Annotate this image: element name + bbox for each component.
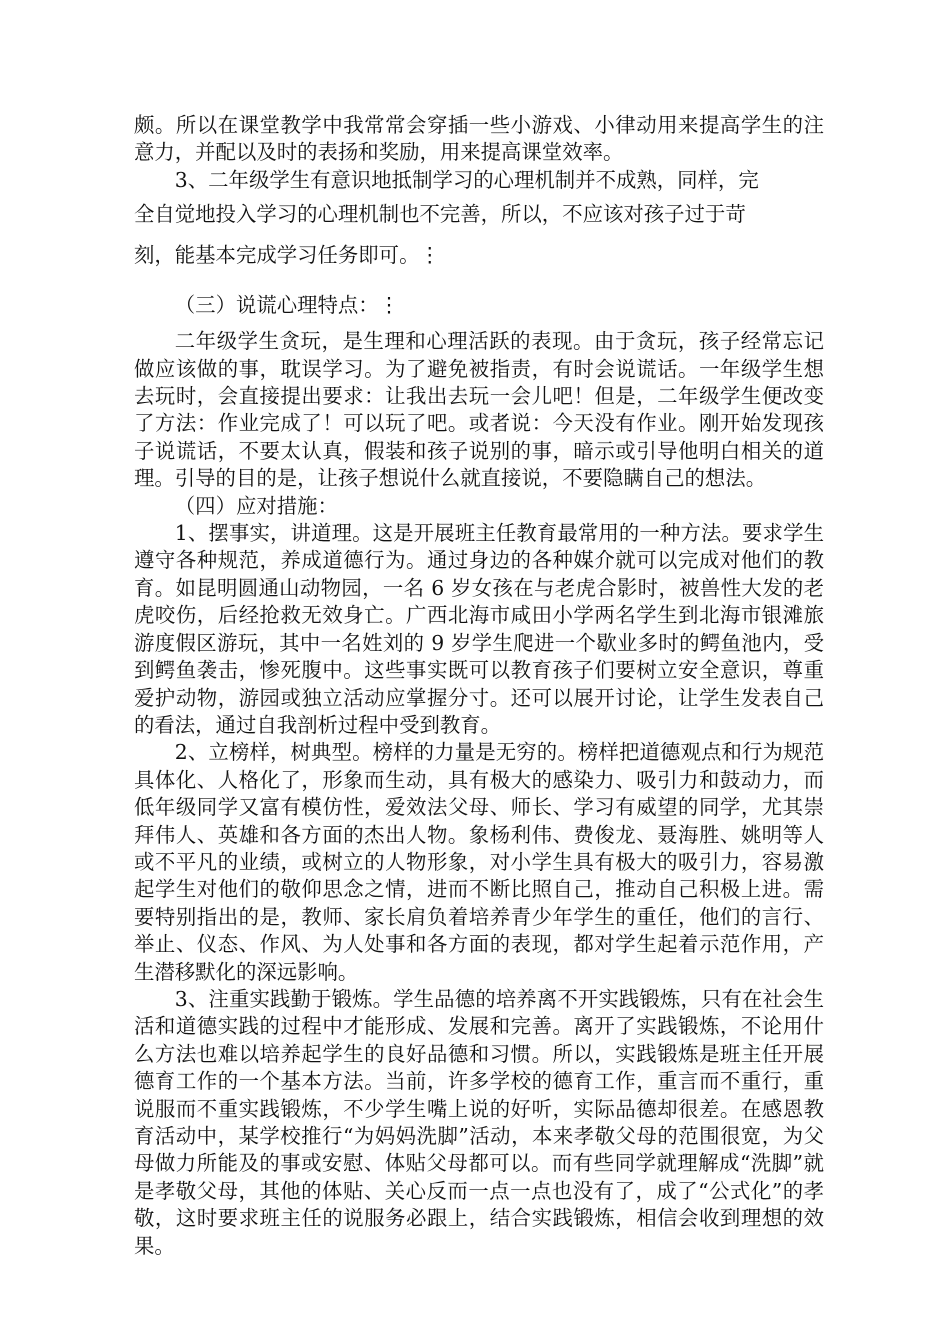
paragraph-measure-1: 1、摆事实，讲道理。这是开展班主任教育最常用的一种方法。要求学生遵守各种规范，养成道德行为。通过身边的各种媒介就可以完成对他们的教育。如昆明圆通山动物园，一名 6 岁女孩在与老虎合影时，被兽性大发的老虎咬伤，后经抢救无效身亡。广西北海市咸田小学两名学生到北海市银滩旅游度假区游玩，其中一名姓刘的 9 岁学生爬进一个歇业多时的鳄鱼池内，受到鳄鱼袭击，惨死腹中。这些事实既可以教育孩子们要树立安全意识，尊重爱护动物，游园或独立活动应掌握分寸。还可以展开讨论，让学生发表自己的看法，通过自我剖析过程中受到教育。 [134,521,824,737]
paragraph-item-3-line-3: 刻，能基本完成学习任务即可。⋮ [134,243,440,268]
paragraph-item-3-line-1: 3、二年级学生有意识地抵制学习的心理机制并不成熟，同样，完 [174,167,759,192]
paragraph-lying-psychology: 二年级学生贪玩，是生理和心理活跃的表现。由于贪玩，孩子经常忘记做应该做的事，耽误学习。为了避免被指责，有时会说谎话。一年级学生想去玩时，会直接提出要求：让我出去玩一会儿吧！但是，二年级学生便改变了方法：作业完成了！可以玩了吧。或者说：今天没有作业。刚开始发现孩子说谎话，不要太认真，假装和孩子说别的事，暗示或引导他明白相关的道理。引导的目的是，让孩子想说什么就直接说，不要隐瞒自己的想法。 [134,329,824,491]
section-heading-4: （四）应对措施： [174,493,338,518]
paragraph-item-3-line-2: 全自觉地投入学习的心理机制也不完善，所以，不应该对孩子过于苛 [134,202,746,227]
paragraph-measure-2: 2、立榜样，树典型。榜样的力量是无穷的。榜样把道德观点和行为规范具体化、人格化了，形象而生动，具有极大的感染力、吸引力和鼓动力，而低年级同学又富有模仿性，爱效法父母、师长、学习有威望的同学，尤其崇拜伟人、英雄和各方面的杰出人物。象杨利伟、费俊龙、聂海胜、姚明等人或不平凡的业绩，或树立的人物形象，对小学生具有极大的吸引力，容易激起学生对他们的敬仰思念之情，进而不断比照自己，推动自己积极上进。需要特别指出的是，教师、家长肩负着培养青少年学生的重任，他们的言行、举止、仪态、作风、为人处事和各方面的表现，都对学生起着示范作用，产生潜移默化的深远影响。 [134,740,824,984]
document-page [134,112,824,1260]
section-heading-3: （三）说谎心理特点：⋮ [174,293,400,318]
paragraph-measure-3: 3、注重实践勤于锻炼。学生品德的培养离不开实践锻炼，只有在社会生活和道德实践的过程中才能形成、发展和完善。离开了实践锻炼，不论用什么方法也难以培养起学生的良好品德和习惯。所以，实践锻炼是班主任开展德育工作的一个基本方法。当前，许多学校的德育工作，重言而不重行，重说服而不重实践锻炼，不少学生嘴上说的好听，实际品德却很差。在感恩教育活动中，某学校推行“为妈妈洗脚”活动，本来孝敬父母的范围很宽，为父母做力所能及的事或安慰、体贴父母都可以。而有些同学就理解成“洗脚”就是孝敬父母，其他的体贴、关心反而一点一点也没有了，成了“公式化”的孝敬，这时要求班主任的说服务必跟上，结合实践锻炼，相信会收到理想的效果。 [134,986,824,1258]
paragraph-attention: 颇。所以在课堂教学中我常常会穿插一些小游戏、小律动用来提高学生的注意力，并配以及时的表扬和奖励，用来提高课堂效率。 [134,113,824,165]
